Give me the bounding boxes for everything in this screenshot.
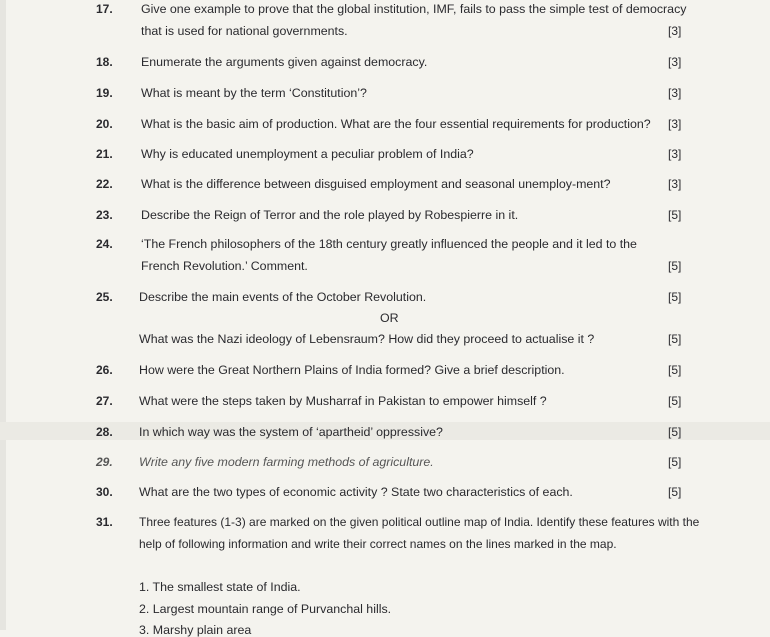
question-text-continued: French Revolution.’ Comment. bbox=[141, 259, 308, 273]
question-marks: [3] bbox=[668, 55, 682, 69]
map-item-text: 3. Marshy plain area bbox=[139, 623, 252, 637]
map-item-text: 2. Largest mountain range of Purvanchal hills. bbox=[139, 602, 392, 616]
question-number: 26. bbox=[96, 363, 113, 377]
question-text: Write any five modern farming methods of agriculture. bbox=[139, 455, 434, 469]
question-number: 23. bbox=[96, 208, 113, 222]
question-text: Describe the Reign of Terror and the role played by Robespierre in it. bbox=[141, 208, 519, 222]
question-text: Describe the main events of the October Revolution. bbox=[139, 290, 427, 304]
question-text: In which way was the system of ‘apartheid’ oppressive? bbox=[139, 425, 443, 439]
question-number: 22. bbox=[96, 177, 113, 191]
question-number: 30. bbox=[96, 485, 113, 499]
map-item-text: 1. The smallest state of India. bbox=[139, 580, 301, 594]
question-marks: [5] bbox=[668, 363, 682, 377]
question-number: 27. bbox=[96, 394, 113, 408]
question-marks: [5] bbox=[668, 485, 682, 499]
question-number: 19. bbox=[96, 86, 113, 100]
question-text: ‘The French philosophers of the 18th century greatly influenced the people and it led to the bbox=[141, 237, 637, 251]
question-text-alternative: What was the Nazi ideology of Lebensraum? How did they proceed to actualise it ? bbox=[139, 332, 595, 346]
question-text: Enumerate the arguments given against democracy. bbox=[141, 55, 428, 69]
question-marks: [5] bbox=[668, 394, 682, 408]
question-marks: [5] bbox=[668, 455, 682, 469]
question-text: What is the difference between disguised employment and seasonal unemploy-ment? bbox=[141, 177, 611, 191]
question-text: How were the Great Northern Plains of India formed? Give a brief description. bbox=[139, 363, 565, 377]
question-number: 25. bbox=[96, 290, 113, 304]
question-number: 31. bbox=[96, 515, 113, 529]
question-marks: [5] bbox=[668, 290, 682, 304]
page-edge bbox=[0, 0, 6, 630]
question-number: 24. bbox=[96, 237, 113, 251]
question-marks: [3] bbox=[668, 24, 682, 38]
question-number: 21. bbox=[96, 147, 113, 161]
question-text: What are the two types of economic activity ? State two characteristics of each. bbox=[139, 485, 573, 499]
question-marks: [3] bbox=[668, 147, 682, 161]
question-marks: [5] bbox=[668, 425, 682, 439]
question-number: 17. bbox=[96, 2, 113, 16]
question-marks: [5] bbox=[668, 259, 682, 273]
or-separator: OR bbox=[380, 311, 399, 325]
question-number: 28. bbox=[96, 425, 113, 439]
question-text: What were the steps taken by Musharraf in Pakistan to empower himself ? bbox=[139, 394, 547, 408]
question-text: What is meant by the term ‘Constitution’? bbox=[141, 86, 367, 100]
question-text: Why is educated unemployment a peculiar problem of India? bbox=[141, 147, 474, 161]
question-number: 20. bbox=[96, 117, 113, 131]
question-number: 29. bbox=[96, 455, 113, 469]
question-marks: [3] bbox=[668, 86, 682, 100]
question-marks: [3] bbox=[668, 177, 682, 191]
question-text: Three features (1-3) are marked on the given political outline map of India. Identify these features with the bbox=[139, 515, 700, 529]
question-text-continued: help of following information and write their correct names on the lines marked in the map. bbox=[139, 537, 617, 551]
question-number: 18. bbox=[96, 55, 113, 69]
question-text: What is the basic aim of production. What are the four essential requirements for production? bbox=[141, 117, 651, 131]
question-text: Give one example to prove that the global institution, IMF, fails to pass the simple test of democracy bbox=[141, 2, 687, 16]
question-marks: [5] bbox=[668, 332, 682, 346]
question-text-continued: that is used for national governments. bbox=[141, 24, 348, 38]
question-marks: [3] bbox=[668, 117, 682, 131]
question-marks: [5] bbox=[668, 208, 682, 222]
